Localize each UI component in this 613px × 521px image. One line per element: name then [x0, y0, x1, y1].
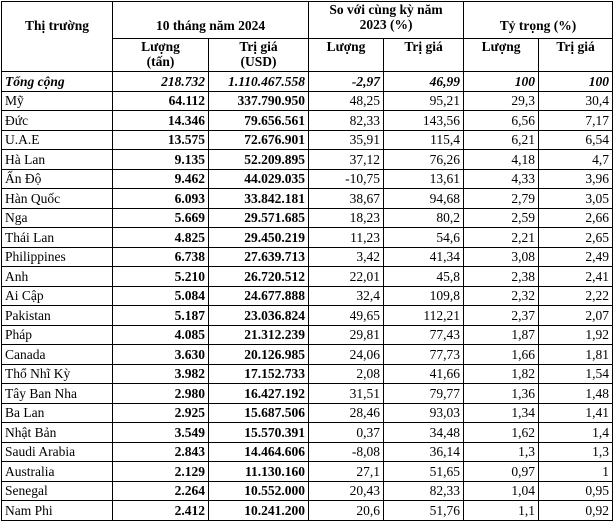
volume-change-cell: 20,43: [309, 481, 384, 501]
value-share-cell: 2,41: [539, 267, 613, 287]
table-row: [2, 111, 613, 131]
market-name: Ai Cập: [2, 286, 113, 306]
header-compare: [309, 2, 464, 39]
value-change-cell: 109,8: [384, 286, 464, 306]
value-share-cell: 30,4: [539, 91, 613, 111]
volume-cell: 2.412: [113, 501, 209, 521]
volume-change-cell: 20,6: [309, 501, 384, 521]
volume-share-cell: 3,08: [464, 247, 539, 267]
header-share-value: Trị giá: [539, 39, 613, 72]
volume-share-cell: 6,21: [464, 130, 539, 150]
market-name: Nhật Bản: [2, 423, 113, 443]
value-share-cell: 2,66: [539, 208, 613, 228]
market-name: Ấn Độ: [2, 169, 113, 189]
volume-share-cell: 1,1: [464, 501, 539, 521]
volume-cell: 4.825: [113, 228, 209, 248]
total-volume: 218.732: [113, 72, 209, 92]
value-change-cell: 112,21: [384, 306, 464, 326]
value-change-cell: 34,48: [384, 423, 464, 443]
value-change-cell: 51,65: [384, 462, 464, 482]
export-markets-table: [1, 1, 613, 521]
value-change-cell: 143,56: [384, 111, 464, 131]
value-share-cell: 2,65: [539, 228, 613, 248]
value-share-cell: 7,17: [539, 111, 613, 131]
value-share-cell: 4,7: [539, 150, 613, 170]
volume-share-cell: 1,04: [464, 481, 539, 501]
table-row: [2, 286, 613, 306]
value-change-cell: 13,61: [384, 169, 464, 189]
table-row: [2, 228, 613, 248]
header-compare-line2: 2023 (%): [359, 17, 413, 32]
volume-change-cell: 18,23: [309, 208, 384, 228]
volume-change-cell: 35,91: [309, 130, 384, 150]
volume-cell: 5.210: [113, 267, 209, 287]
volume-change-cell: 22,01: [309, 267, 384, 287]
value-change-cell: 41,34: [384, 247, 464, 267]
market-name: Thổ Nhĩ Kỳ: [2, 364, 113, 384]
market-name: Đức: [2, 111, 113, 131]
market-name: Philippines: [2, 247, 113, 267]
value-cell: 10.241.200: [209, 501, 309, 521]
market-name: Anh: [2, 267, 113, 287]
volume-share-cell: 2,79: [464, 189, 539, 209]
value-cell: 16.427.192: [209, 384, 309, 404]
value-share-cell: 3,05: [539, 189, 613, 209]
total-volume-change: -2,97: [309, 72, 384, 92]
table-row: [2, 384, 613, 404]
volume-share-cell: 1,66: [464, 345, 539, 365]
volume-cell: 3.982: [113, 364, 209, 384]
volume-share-cell: 0,97: [464, 462, 539, 482]
volume-share-cell: 1,62: [464, 423, 539, 443]
value-change-cell: 95,21: [384, 91, 464, 111]
volume-cell: 6.738: [113, 247, 209, 267]
volume-change-cell: 37,12: [309, 150, 384, 170]
total-label: Tổng cộng: [2, 72, 113, 92]
header-value-usd: [209, 39, 309, 72]
header-compare-line1: So với cùng kỳ năm: [329, 2, 443, 17]
volume-share-cell: 2,37: [464, 306, 539, 326]
volume-cell: 4.085: [113, 325, 209, 345]
value-change-cell: 77,43: [384, 325, 464, 345]
volume-cell: 3.549: [113, 423, 209, 443]
value-share-cell: 2,07: [539, 306, 613, 326]
table-row: [2, 364, 613, 384]
volume-change-cell: 82,33: [309, 111, 384, 131]
volume-cell: 5.669: [113, 208, 209, 228]
value-change-cell: 115,4: [384, 130, 464, 150]
table-row: [2, 189, 613, 209]
volume-change-cell: 31,51: [309, 384, 384, 404]
value-share-cell: 3,96: [539, 169, 613, 189]
market-name: Hàn Quốc: [2, 189, 113, 209]
volume-share-cell: 1,36: [464, 384, 539, 404]
header-value-line1: Trị giá: [239, 39, 278, 54]
volume-cell: 5.084: [113, 286, 209, 306]
value-change-cell: 45,8: [384, 267, 464, 287]
volume-cell: 5.187: [113, 306, 209, 326]
value-cell: 79.656.561: [209, 111, 309, 131]
volume-change-cell: 32,4: [309, 286, 384, 306]
volume-cell: 2.129: [113, 462, 209, 482]
volume-change-cell: 2,08: [309, 364, 384, 384]
value-share-cell: 1,81: [539, 345, 613, 365]
value-cell: 72.676.901: [209, 130, 309, 150]
market-name: Tây Ban Nha: [2, 384, 113, 404]
value-share-cell: 1,92: [539, 325, 613, 345]
market-name: Ba Lan: [2, 403, 113, 423]
value-cell: 11.130.160: [209, 462, 309, 482]
table-row: [2, 247, 613, 267]
volume-cell: 6.093: [113, 189, 209, 209]
value-change-cell: 36,14: [384, 442, 464, 462]
header-share-volume: Lượng: [464, 39, 539, 72]
volume-share-cell: 2,38: [464, 267, 539, 287]
value-cell: 44.029.035: [209, 169, 309, 189]
volume-share-cell: 4,33: [464, 169, 539, 189]
market-name: Senegal: [2, 481, 113, 501]
value-cell: 337.790.950: [209, 91, 309, 111]
volume-cell: 2.264: [113, 481, 209, 501]
total-value: 1.110.467.558: [209, 72, 309, 92]
total-volume-share: 100: [464, 72, 539, 92]
market-name: Nga: [2, 208, 113, 228]
value-change-cell: 41,66: [384, 364, 464, 384]
value-share-cell: 0,95: [539, 481, 613, 501]
volume-change-cell: 28,46: [309, 403, 384, 423]
value-share-cell: 1: [539, 462, 613, 482]
value-cell: 29.571.685: [209, 208, 309, 228]
table-row: [2, 208, 613, 228]
header-volume-line1: Lượng: [141, 39, 180, 54]
value-share-cell: 1,3: [539, 442, 613, 462]
table-row: [2, 423, 613, 443]
volume-cell: 2.843: [113, 442, 209, 462]
value-share-cell: 1,48: [539, 384, 613, 404]
value-share-cell: 1,4: [539, 423, 613, 443]
value-change-cell: 79,77: [384, 384, 464, 404]
volume-share-cell: 2,21: [464, 228, 539, 248]
volume-change-cell: 29,81: [309, 325, 384, 345]
header-market: Thị trường: [2, 2, 113, 72]
table-row: [2, 403, 613, 423]
value-share-cell: 0,92: [539, 501, 613, 521]
market-name: Thái Lan: [2, 228, 113, 248]
market-name: Pakistan: [2, 306, 113, 326]
value-cell: 17.152.733: [209, 364, 309, 384]
table-row: [2, 325, 613, 345]
volume-share-cell: 6,56: [464, 111, 539, 131]
value-cell: 33.842.181: [209, 189, 309, 209]
table-row: [2, 91, 613, 111]
table-row: [2, 345, 613, 365]
value-cell: 14.464.606: [209, 442, 309, 462]
market-name: Nam Phi: [2, 501, 113, 521]
table-row: [2, 481, 613, 501]
table-row: [2, 130, 613, 150]
volume-cell: 13.575: [113, 130, 209, 150]
volume-change-cell: 49,65: [309, 306, 384, 326]
volume-share-cell: 1,3: [464, 442, 539, 462]
value-change-cell: 80,2: [384, 208, 464, 228]
volume-share-cell: 29,3: [464, 91, 539, 111]
volume-cell: 3.630: [113, 345, 209, 365]
value-change-cell: 54,6: [384, 228, 464, 248]
header-row-1: [2, 2, 613, 39]
value-cell: 15.687.506: [209, 403, 309, 423]
total-value-change: 46,99: [384, 72, 464, 92]
value-change-cell: 93,03: [384, 403, 464, 423]
total-row: [2, 72, 613, 92]
market-name: Mỹ: [2, 91, 113, 111]
value-change-cell: 77,73: [384, 345, 464, 365]
value-change-cell: 94,68: [384, 189, 464, 209]
value-cell: 52.209.895: [209, 150, 309, 170]
volume-share-cell: 1,87: [464, 325, 539, 345]
value-change-cell: 76,26: [384, 150, 464, 170]
value-cell: 20.126.985: [209, 345, 309, 365]
value-cell: 29.450.219: [209, 228, 309, 248]
value-share-cell: 1,54: [539, 364, 613, 384]
volume-change-cell: 3,42: [309, 247, 384, 267]
volume-share-cell: 2,59: [464, 208, 539, 228]
market-name: Australia: [2, 462, 113, 482]
table-row: [2, 150, 613, 170]
table-row: [2, 442, 613, 462]
volume-change-cell: 48,25: [309, 91, 384, 111]
value-cell: 21.312.239: [209, 325, 309, 345]
header-volume-change: Lượng: [309, 39, 384, 72]
value-cell: 10.552.000: [209, 481, 309, 501]
volume-change-cell: 11,23: [309, 228, 384, 248]
value-share-cell: 2,22: [539, 286, 613, 306]
volume-cell: 9.135: [113, 150, 209, 170]
volume-change-cell: 38,67: [309, 189, 384, 209]
table-row: [2, 267, 613, 287]
total-value-share: 100: [539, 72, 613, 92]
volume-change-cell: 27,1: [309, 462, 384, 482]
volume-change-cell: 0,37: [309, 423, 384, 443]
volume-share-cell: 4,18: [464, 150, 539, 170]
header-volume-tons: [113, 39, 209, 72]
value-share-cell: 6,54: [539, 130, 613, 150]
market-name: Hà Lan: [2, 150, 113, 170]
value-cell: 24.677.888: [209, 286, 309, 306]
value-cell: 27.639.713: [209, 247, 309, 267]
volume-share-cell: 1,34: [464, 403, 539, 423]
value-cell: 26.720.512: [209, 267, 309, 287]
table-row: [2, 169, 613, 189]
header-value-line2: (USD): [240, 54, 277, 69]
volume-change-cell: -10,75: [309, 169, 384, 189]
header-share: Tỷ trọng (%): [464, 2, 613, 39]
header-period: 10 tháng năm 2024: [113, 2, 309, 39]
value-share-cell: 2,49: [539, 247, 613, 267]
table-row: [2, 306, 613, 326]
volume-cell: 2.980: [113, 384, 209, 404]
market-name: Pháp: [2, 325, 113, 345]
volume-cell: 9.462: [113, 169, 209, 189]
header-value-change: Trị giá: [384, 39, 464, 72]
table-row: [2, 501, 613, 521]
value-change-cell: 82,33: [384, 481, 464, 501]
market-name: Canada: [2, 345, 113, 365]
header-volume-line2: (tấn): [146, 54, 175, 69]
value-cell: 23.036.824: [209, 306, 309, 326]
volume-change-cell: -8,08: [309, 442, 384, 462]
value-cell: 15.570.391: [209, 423, 309, 443]
value-share-cell: 1,41: [539, 403, 613, 423]
market-name: Saudi Arabia: [2, 442, 113, 462]
volume-share-cell: 2,32: [464, 286, 539, 306]
market-name: U.A.E: [2, 130, 113, 150]
volume-cell: 2.925: [113, 403, 209, 423]
value-change-cell: 51,76: [384, 501, 464, 521]
volume-share-cell: 1,82: [464, 364, 539, 384]
volume-cell: 14.346: [113, 111, 209, 131]
volume-change-cell: 24,06: [309, 345, 384, 365]
volume-cell: 64.112: [113, 91, 209, 111]
table-row: [2, 462, 613, 482]
